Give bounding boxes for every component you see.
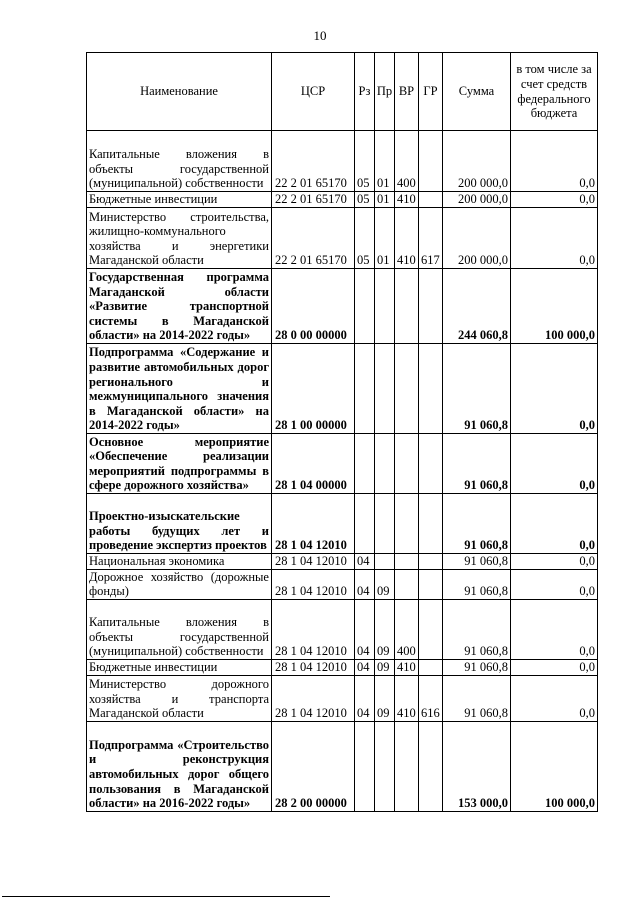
name-cell: Государственная программа Магаданской области «Развитие транспортной системы в Магаданской области» на 2014-2022 годы» xyxy=(87,269,272,344)
table-row xyxy=(87,269,598,344)
vr-cell: 410 xyxy=(395,659,419,675)
budget-table xyxy=(86,52,598,812)
amount-cell: 91 060,8 xyxy=(443,494,511,554)
amount-cell: 91 060,8 xyxy=(443,659,511,675)
vr-cell xyxy=(395,269,419,344)
csr-cell: 28 1 04 12010 xyxy=(272,599,355,659)
gr-cell xyxy=(419,554,443,570)
rz-cell xyxy=(355,721,375,811)
gr-cell xyxy=(419,269,443,344)
gr-cell xyxy=(419,344,443,434)
name-cell: Капитальные вложения в объекты государственной (муниципальной) собственности xyxy=(87,599,272,659)
pr-cell: 09 xyxy=(375,569,395,599)
name-cell: Бюджетные инвестиции xyxy=(87,659,272,675)
table-row xyxy=(87,192,598,208)
pr-cell: 09 xyxy=(375,675,395,721)
pr-cell: 09 xyxy=(375,659,395,675)
csr-cell: 28 1 04 00000 xyxy=(272,434,355,494)
header-rz: Рз xyxy=(355,53,375,131)
csr-cell: 28 1 04 12010 xyxy=(272,569,355,599)
footer-rule xyxy=(2,896,330,897)
csr-cell: 28 2 00 00000 xyxy=(272,721,355,811)
federal-cell: 0,0 xyxy=(511,494,598,554)
gr-cell xyxy=(419,659,443,675)
table-row xyxy=(87,569,598,599)
rz-cell: 05 xyxy=(355,208,375,269)
header-csr: ЦСР xyxy=(272,53,355,131)
name-cell: Капитальные вложения в объекты государственной (муниципальной) собственности xyxy=(87,131,272,192)
csr-cell: 22 2 01 65170 xyxy=(272,192,355,208)
federal-cell: 0,0 xyxy=(511,659,598,675)
gr-cell: 616 xyxy=(419,675,443,721)
vr-cell xyxy=(395,344,419,434)
amount-cell: 91 060,8 xyxy=(443,554,511,570)
vr-cell: 400 xyxy=(395,599,419,659)
gr-cell xyxy=(419,599,443,659)
gr-cell xyxy=(419,192,443,208)
federal-cell: 0,0 xyxy=(511,434,598,494)
name-cell: Бюджетные инвестиции xyxy=(87,192,272,208)
csr-cell: 28 1 04 12010 xyxy=(272,494,355,554)
name-cell: Министерство строительства, жилищно-коммунального хозяйства и энергетики Магаданской области xyxy=(87,208,272,269)
vr-cell xyxy=(395,721,419,811)
federal-cell: 0,0 xyxy=(511,131,598,192)
rz-cell xyxy=(355,344,375,434)
csr-cell: 28 1 00 00000 xyxy=(272,344,355,434)
table-row xyxy=(87,554,598,570)
rz-cell: 04 xyxy=(355,554,375,570)
header-name: Наименование xyxy=(87,53,272,131)
header-vr: ВР xyxy=(395,53,419,131)
csr-cell: 22 2 01 65170 xyxy=(272,131,355,192)
federal-cell: 100 000,0 xyxy=(511,721,598,811)
table-row xyxy=(87,659,598,675)
pr-cell xyxy=(375,434,395,494)
gr-cell xyxy=(419,131,443,192)
federal-cell: 0,0 xyxy=(511,554,598,570)
csr-cell: 22 2 01 65170 xyxy=(272,208,355,269)
table-row xyxy=(87,208,598,269)
pr-cell xyxy=(375,721,395,811)
amount-cell: 200 000,0 xyxy=(443,208,511,269)
table-body xyxy=(87,131,598,812)
header-federal: в том числе за счет средств федерального бюджета xyxy=(511,53,598,131)
rz-cell: 04 xyxy=(355,569,375,599)
name-cell: Проектно-изыскательские работы будущих лет и проведение экспертиз проектов xyxy=(87,494,272,554)
csr-cell: 28 0 00 00000 xyxy=(272,269,355,344)
amount-cell: 91 060,8 xyxy=(443,675,511,721)
pr-cell: 01 xyxy=(375,192,395,208)
vr-cell xyxy=(395,554,419,570)
vr-cell: 410 xyxy=(395,192,419,208)
gr-cell xyxy=(419,569,443,599)
amount-cell: 244 060,8 xyxy=(443,269,511,344)
name-cell: Национальная экономика xyxy=(87,554,272,570)
pr-cell: 01 xyxy=(375,131,395,192)
header-pr: Пр xyxy=(375,53,395,131)
amount-cell: 91 060,8 xyxy=(443,344,511,434)
csr-cell: 28 1 04 12010 xyxy=(272,659,355,675)
vr-cell xyxy=(395,494,419,554)
gr-cell xyxy=(419,721,443,811)
name-cell: Подпрограмма «Строительство и реконструкция автомобильных дорог общего пользования в Магаданской области» на 2016-2022 годы» xyxy=(87,721,272,811)
gr-cell xyxy=(419,434,443,494)
name-cell: Дорожное хозяйство (дорожные фонды) xyxy=(87,569,272,599)
table-row xyxy=(87,494,598,554)
vr-cell: 400 xyxy=(395,131,419,192)
amount-cell: 200 000,0 xyxy=(443,192,511,208)
table-header xyxy=(87,53,598,131)
rz-cell xyxy=(355,494,375,554)
amount-cell: 200 000,0 xyxy=(443,131,511,192)
federal-cell: 0,0 xyxy=(511,675,598,721)
gr-cell xyxy=(419,494,443,554)
name-cell: Подпрограмма «Содержание и развитие автомобильных дорог регионального и межмуниципального значения в Магаданской области» на 2014-2022 годы» xyxy=(87,344,272,434)
federal-cell: 0,0 xyxy=(511,344,598,434)
vr-cell: 410 xyxy=(395,208,419,269)
header-gr: ГР xyxy=(419,53,443,131)
pr-cell xyxy=(375,494,395,554)
rz-cell: 05 xyxy=(355,192,375,208)
table-row xyxy=(87,344,598,434)
pr-cell: 01 xyxy=(375,208,395,269)
rz-cell: 04 xyxy=(355,599,375,659)
federal-cell: 100 000,0 xyxy=(511,269,598,344)
pr-cell xyxy=(375,344,395,434)
name-cell: Министерство дорожного хозяйства и транспорта Магаданской области xyxy=(87,675,272,721)
rz-cell: 04 xyxy=(355,659,375,675)
gr-cell: 617 xyxy=(419,208,443,269)
name-cell: Основное мероприятие «Обеспечение реализации мероприятий подпрограммы в сфере дорожного хозяйства» xyxy=(87,434,272,494)
table-row xyxy=(87,599,598,659)
rz-cell: 04 xyxy=(355,675,375,721)
pr-cell: 09 xyxy=(375,599,395,659)
federal-cell: 0,0 xyxy=(511,569,598,599)
amount-cell: 91 060,8 xyxy=(443,569,511,599)
amount-cell: 153 000,0 xyxy=(443,721,511,811)
table-row xyxy=(87,675,598,721)
federal-cell: 0,0 xyxy=(511,599,598,659)
table-row xyxy=(87,721,598,811)
rz-cell xyxy=(355,269,375,344)
csr-cell: 28 1 04 12010 xyxy=(272,554,355,570)
pr-cell xyxy=(375,554,395,570)
table-row xyxy=(87,434,598,494)
header-amount: Сумма xyxy=(443,53,511,131)
csr-cell: 28 1 04 12010 xyxy=(272,675,355,721)
federal-cell: 0,0 xyxy=(511,208,598,269)
pr-cell xyxy=(375,269,395,344)
page-number: 10 xyxy=(313,28,327,43)
federal-cell: 0,0 xyxy=(511,192,598,208)
vr-cell xyxy=(395,434,419,494)
table-row xyxy=(87,131,598,192)
amount-cell: 91 060,8 xyxy=(443,599,511,659)
vr-cell xyxy=(395,569,419,599)
rz-cell: 05 xyxy=(355,131,375,192)
amount-cell: 91 060,8 xyxy=(443,434,511,494)
rz-cell xyxy=(355,434,375,494)
vr-cell: 410 xyxy=(395,675,419,721)
